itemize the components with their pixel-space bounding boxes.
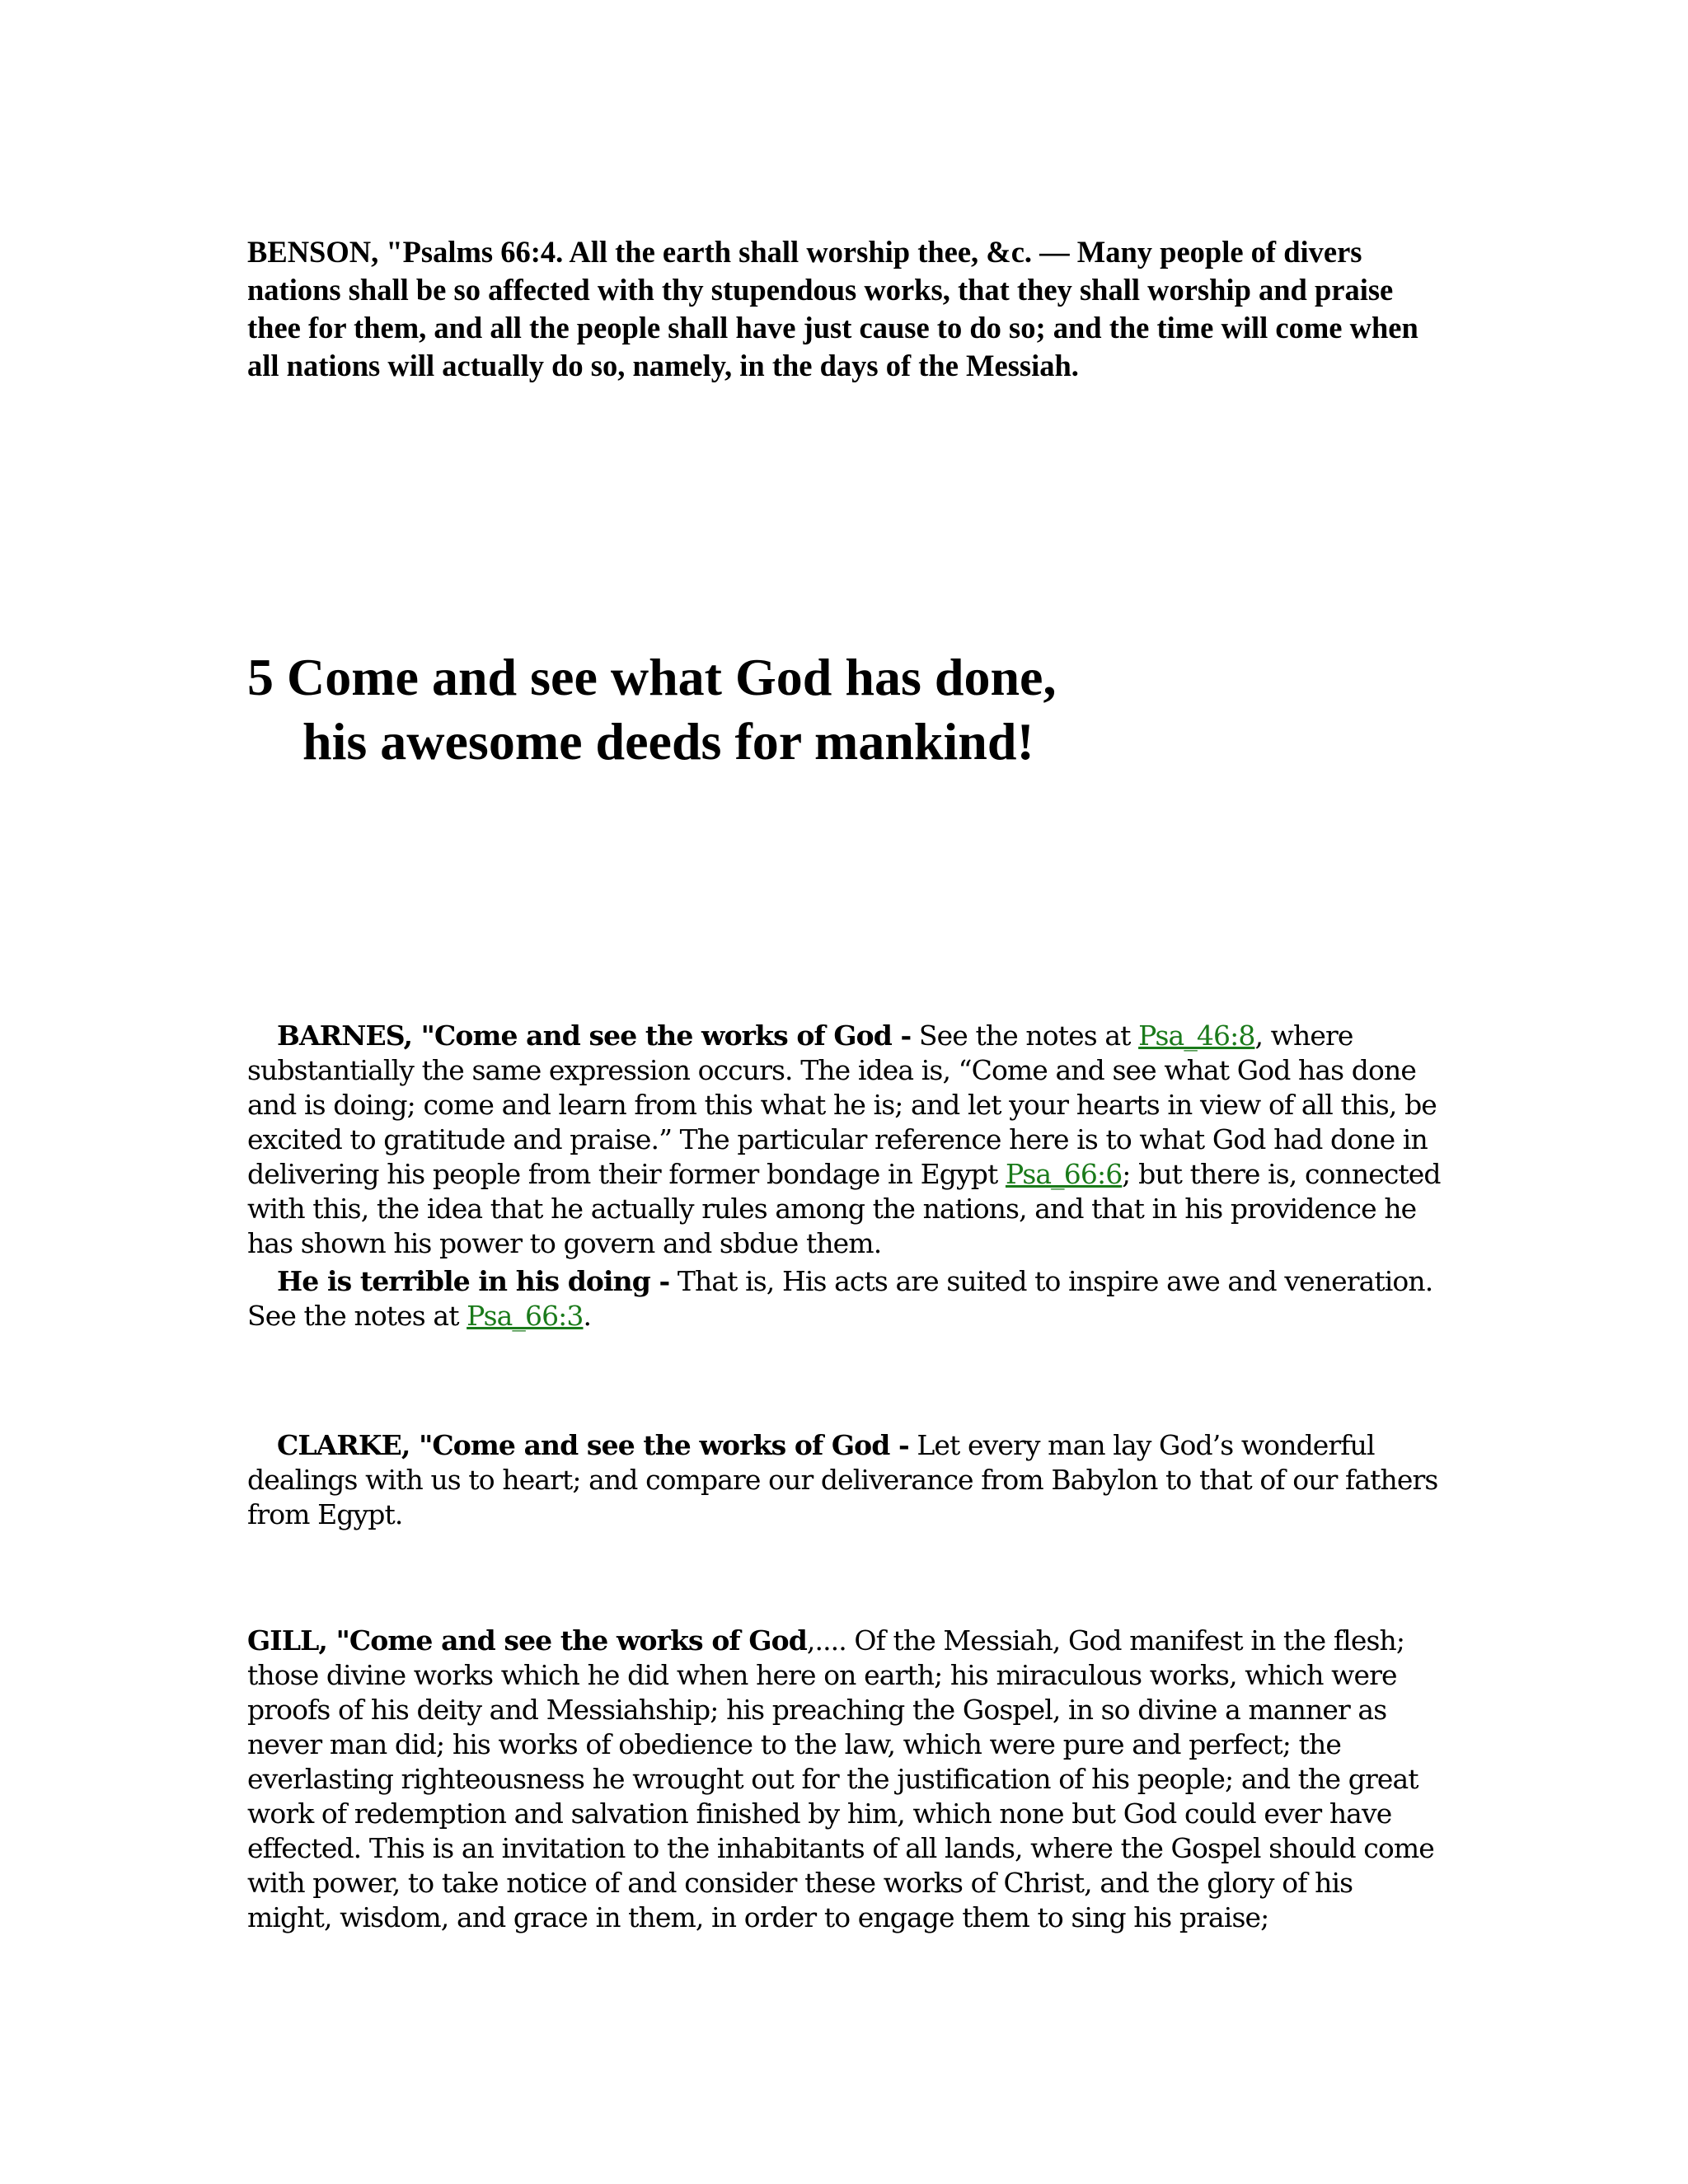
gill-lead: GILL, "Come and see the works of God [247, 1624, 807, 1657]
barnes-subhead: He is terrible in his doing - [277, 1265, 670, 1297]
barnes-text-e: . [583, 1300, 592, 1332]
clarke-lead: CLARKE, "Come and see the works of God - [277, 1429, 909, 1461]
verse-heading [247, 645, 1442, 774]
barnes-lead: BARNES, "Come and see the works of God - [277, 1019, 912, 1052]
verse-line-1: 5 Come and see what God has done, [247, 648, 1057, 706]
gill-text: ,.... Of the Messiah, God manifest in the flesh; those divine works which he did when here on earth; his miraculous works, which were proofs of his deity and Messiahship; his preaching the Gospel, in so divine a manner as never man did; his works of obedience to the law, which were pure and perfect; the everlasting righteousness he wrought out for the justification of his people; and the great work of redemption and salvation finished by him, which none but God could ever have effected. This is an invitation to the inhabitants of all lands, where the Gospel should come with power, to take notice of and consider these works of Christ, and the glory of his might, wisdom, and grace in them, in order to engage them to sing his praise; [247, 1624, 1434, 1933]
benson-commentary [247, 233, 1442, 385]
barnes-text-b: , where substantially the same expression occurs. The idea is, “Come and see what God has done and is doing; come and learn from this what he is; and let your hearts in view of all this, be excited to gratitude and praise.” The particular reference here is to what God had done in delivering his people from their former bondage in Egypt [247, 1019, 1437, 1190]
gill-commentary [247, 1624, 1442, 1935]
clarke-text: Let every man lay God’s wonderful dealings with us to heart; and compare our deliverance from Babylon to that of our fathers from Egypt. [247, 1429, 1438, 1530]
barnes-paragraph-1 [247, 1019, 1442, 1261]
gill-paragraph [247, 1624, 1442, 1935]
barnes-commentary [247, 1019, 1442, 1333]
scripture-link-psa-66-6[interactable]: Psa_66:6 [1005, 1158, 1123, 1190]
clarke-paragraph [247, 1428, 1442, 1532]
scripture-link-psa-46-8[interactable]: Psa_46:8 [1138, 1019, 1255, 1052]
barnes-text-a: See the notes at [911, 1019, 1139, 1052]
clarke-commentary [247, 1428, 1442, 1532]
benson-text: BENSON, "Psalms 66:4. All the earth shall worship thee, &c. — Many people of divers nations shall be so affected with thy stupendous works, that they shall worship and praise thee for them, and all the people shall have just cause to do so; and the time will come when all nations will actually do so, namely, in the days of the Messiah. [247, 235, 1418, 382]
barnes-paragraph-2 [247, 1264, 1442, 1333]
verse-line-2: his awesome deeds for mankind! [302, 712, 1034, 771]
barnes-text-c: ; but there is, connected with this, the idea that he actually rules among the nations, and that in his providence he has shown his power to govern and sbdue them. [247, 1158, 1441, 1259]
scripture-link-psa-66-3[interactable]: Psa_66:3 [467, 1300, 584, 1332]
barnes-text-d: That is, His acts are suited to inspire awe and veneration. See the notes at [247, 1265, 1433, 1332]
